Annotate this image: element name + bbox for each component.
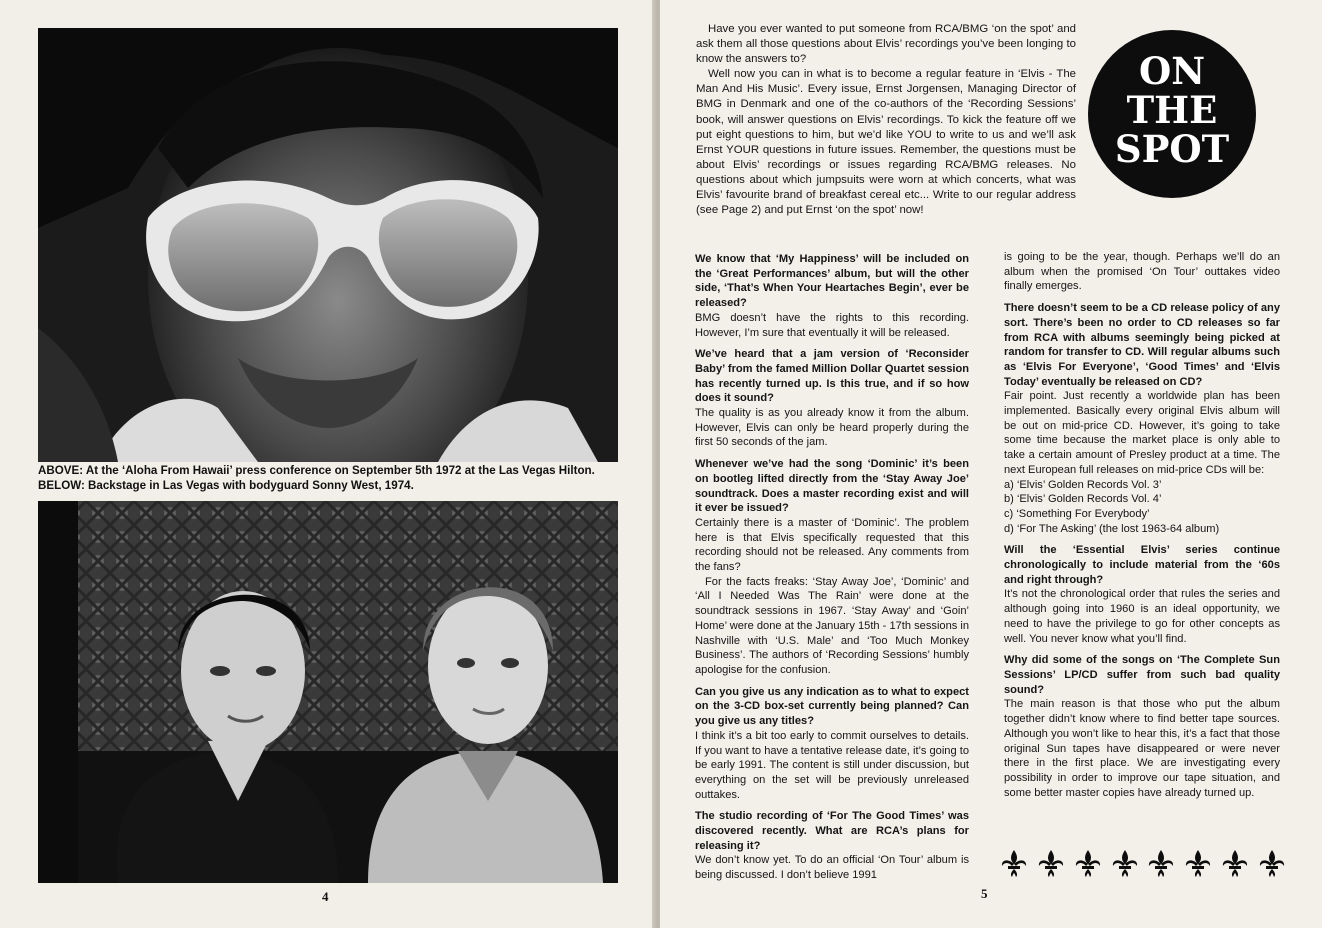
photo-caption [38,463,628,493]
article-column-2 [1004,250,1280,807]
release-list [1004,478,1280,537]
on-the-spot-badge [1088,30,1256,198]
question: Will the ‘Essential Elvis’ series continue chronologically to include material from the ‘60s and right through? [1004,544,1280,586]
question: Can you give us any indication as to what to expect on the 3-CD box-set currently being planned? Can you give us any titles? [695,685,969,728]
qa-block [1004,653,1280,800]
qa-block [1004,250,1280,294]
answer: The quality is as you already know it from the album. However, Elvis can only be heard properly during the first 50 seconds of the jam. [695,407,969,449]
fleur-de-lis-icon [1182,848,1214,878]
two-men-backstage-image [38,501,618,883]
question: Why did some of the songs on ‘The Complete Sun Sessions’ LP/CD suffer from such bad quality sound? [1004,654,1280,696]
qa-block [695,809,969,883]
answer: It’s not the chronological order that rules the series and although going into 1960 is an ideal opportunity, we need to have the privilege to go for other concepts as well. You never know what you’ll find. [1004,588,1280,645]
question: There doesn’t seem to be a CD release policy of any sort. There’s been no order to CD releases so far from RCA with albums seemingly being picked at random for transfer to CD. Will regular albums such as ‘Elvis For Everyone’, ‘Good Times’ and ‘Elvis Today’ eventually be released on CD? [1004,302,1280,388]
answer: We don’t know yet. To do an official ‘On Tour’ album is being discussed. I don’t believe 1991 [695,854,969,882]
intro-text [696,22,1076,218]
list-item: b) ‘Elvis’ Golden Records Vol. 4’ [1004,493,1162,506]
answer: Fair point. Just recently a worldwide plan has been implemented. Basically every original Elvis album will be out on mid-price CD. However, it’s going to take some time because the market place is only able to take a certain amount of Presley product at a time. The next European full releases on mid-price CDs will be: [1004,390,1280,476]
answer-continued: is going to be the year, though. Perhaps we’ll do an album when the promised ‘On Tour’ outtakes video finally emerges. [1004,251,1280,293]
fleur-de-lis-icon [1256,848,1288,878]
fleur-de-lis-icon [1072,848,1104,878]
left-page [0,0,655,928]
qa-block [695,347,969,450]
caption-above: ABOVE: At the ‘Aloha From Hawaii’ press conference on September 5th 1972 at the Las Vegas Hilton. [38,464,595,477]
qa-block [695,252,969,340]
article-column-1 [695,252,969,890]
question: The studio recording of ‘For The Good Times’ was discovered recently. What are RCA’s plans for releasing it? [695,810,969,852]
intro-paragraph: Have you ever wanted to put someone from RCA/BMG ‘on the spot’ and ask them all those questions about Elvis’ recordings you’ve been longing to know the answers to? [696,23,1076,66]
list-item: d) ‘For The Asking’ (the lost 1963-64 album) [1004,522,1220,535]
list-item: c) ‘Something For Everybody’ [1004,507,1150,520]
answer: BMG doesn’t have the rights to this recording. However, I’m sure that eventually it will be released. [695,311,969,339]
answer-continued: For the facts freaks: ‘Stay Away Joe’, ‘Dominic’ and ‘All I Needed Was The Rain’ were done at the soundtrack sessions in 1967. ‘Stay Away’ and ‘Goin’ Home’ were done at the January 15th - 17th sessions in Nashville with ‘U.S. Male’ and ‘Too Much Monkey Business’. The authors of ‘Recording Sessions’ humbly apologise for the confusion. [695,575,970,676]
qa-block [695,685,969,803]
page-number-right: 5 [981,886,988,901]
fleur-de-lis-icon [1145,848,1177,878]
fleur-de-lis-icon [1219,848,1251,878]
badge-line: ON [1138,49,1206,93]
qa-block [695,457,969,678]
page-number-left: 4 [322,889,329,904]
answer: I think it’s a bit too early to commit ourselves to details. If you want to have a tentative release date, it’s going to be early 1991. The content is still under discussion, but everything on the set will be previously unreleased outtakes. [695,729,969,801]
fleuron-ornament-row [998,848,1288,878]
photo-backstage [38,501,618,883]
qa-block [1004,301,1280,536]
answer: The main reason is that those who put the album together didn’t know where to find better tape sources. Although you won’t like to hear this, it’s a fact that those original Sun tapes have disappeared or were never there in the first place. We are investigating every possibility in order to improve our tape situation, and some better master copies have already turned up. [1004,698,1280,799]
question: We’ve heard that a jam version of ‘Reconsider Baby’ from the famed Million Dollar Quartet session has recently turned up. Is this true, and if so how does it sound? [695,348,969,405]
badge-line: SPOT [1114,127,1230,171]
badge-line: THE [1126,88,1218,132]
list-item: a) ‘Elvis’ Golden Records Vol. 3’ [1004,478,1162,491]
intro-paragraph: Well now you can in what is to become a regular feature in ‘Elvis - The Man And His Music’. Every issue, Ernst Jorgensen, Managing Director of BMG in Denmark and one of the co-authors of the ‘Recording Sessions’ book, will answer questions on Elvis’ recordings. To kick the feature off we put eight questions to him, but we’d like YOU to write to us and we’ll ask Ernst YOUR questions in future issues. Remember, the questions must be about Elvis’ recordings or issues regarding RCA/BMG releases. No questions about which jumpsuits were worn at which concerts, what was Elvis’ favourite brand of breakfast cereal etc... Write to our regular address (see Page 2) and put Ernst ‘on the spot’ now! [696,68,1076,217]
answer: Certainly there is a master of ‘Dominic’. The problem here is that Elvis specifically requested that this recording should not be released. Any comments from the fans? [695,516,969,574]
qa-block [1004,543,1280,646]
caption-below: BELOW: Backstage in Las Vegas with bodyguard Sonny West, 1974. [38,479,414,492]
portrait-with-sunglasses-image [38,28,618,462]
fleur-de-lis-icon [998,848,1030,878]
question: Whenever we’ve had the song ‘Dominic’ it’s been on bootleg lifted directly from the ‘Stay Away Joe’ soundtrack. Does a master recording exist and will it ever be issued? [695,458,969,515]
fleur-de-lis-icon [1109,848,1141,878]
photo-press-conference [38,28,618,462]
right-page [660,0,1322,928]
question: We know that ‘My Happiness’ will be included on the ‘Great Performances’ album, but will the other side, ‘That’s When Your Heartaches Begin’, ever be released? [695,253,969,310]
fleur-de-lis-icon [1035,848,1067,878]
